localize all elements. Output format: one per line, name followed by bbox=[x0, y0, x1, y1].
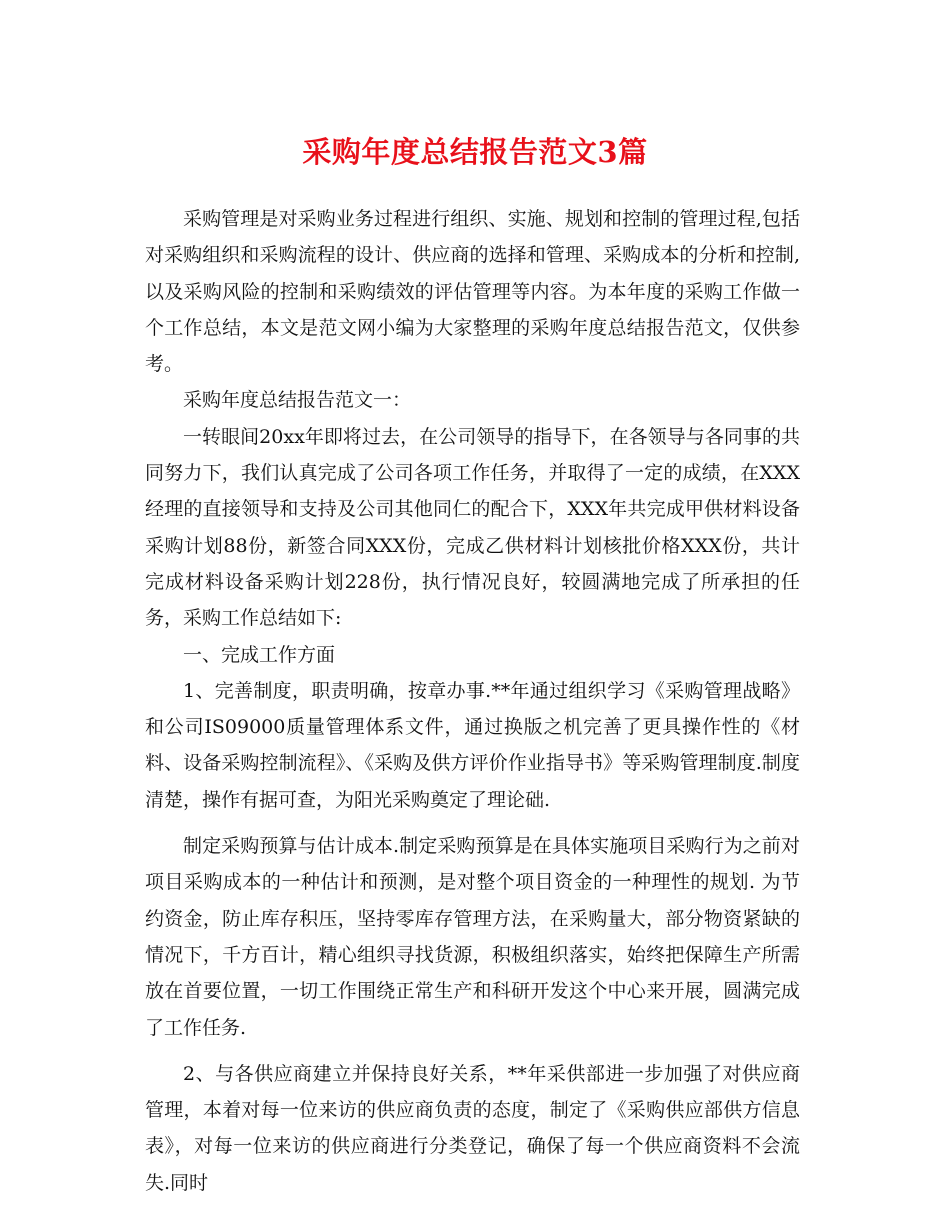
item-1-paragraph: 1、完善制度，职责明确，按章办事.**年通过组织学习《采购管理战略》和公司IS09000质量管理体系文件，通过换版之机完善了更具操作性的《材料、设备采购控制流程》、《采购及供方评价作业指导书》等采购管理制度.制度清楚，操作有据可查，为阳光采购奠定了理论础. bbox=[145, 679, 800, 811]
document-title: 采购年度总结报告范文3篇 bbox=[302, 135, 648, 169]
section-heading-work-done: 一、完成工作方面 bbox=[183, 643, 336, 666]
intro-paragraph: 采购管理是对采购业务过程进行组织、实施、规划和控制的管理过程,包括对采购组织和采购流程的设计、供应商的选择和管理、采购成本的分析和控制,以及采购风险的控制和采购绩效的评估管理等内容。为本年度的采购工作做一个工作总结，本文是范文网小编为大家整理的采购年度总结报告范文，仅供参考。 bbox=[145, 208, 800, 376]
document-body bbox=[145, 201, 800, 1201]
item-2-paragraph: 2、与各供应商建立并保持良好关系，**年采供部进一步加强了对供应商管理，本着对每一位来访的供应商负责的态度，制定了《采购供应部供方信息表》，对每一位来访的供应商进行分类登记，确保了每一个供应商资料不会流失.同时 bbox=[145, 1062, 800, 1194]
summary-paragraph: 一转眼间20xx年即将过去，在公司领导的指导下，在各领导与各同事的共同努力下，我们认真完成了公司各项工作任务，并取得了一定的成绩，在XXX经理的直接领导和支持及公司其他同仁的配合下，XXX年共完成甲供材料设备采购计划88份，新签合同XXX份，完成乙供材料计划核批价格XXX份，共计完成材料设备采购计划228份，执行情况良好，较圆满地完成了所承担的任务，采购工作总结如下: bbox=[145, 425, 800, 630]
budget-paragraph: 制定采购预算与估计成本.制定采购预算是在具体实施项目采购行为之前对项目采购成本的一种估计和预测，是对整个项目资金的一种理性的规划. 为节约资金，防止库存积压，坚持零库存管理方法，在采购量大，部分物资紧缺的情况下，千方百计，精心组织寻找货源，积极组织落实，始终把保障生产所需放在首要位置，一切工作围绕正常生产和科研开发这个中心来开展，圆满完成了工作任务. bbox=[145, 835, 800, 1039]
section-heading-sample-one: 采购年度总结报告范文一： bbox=[183, 389, 412, 412]
